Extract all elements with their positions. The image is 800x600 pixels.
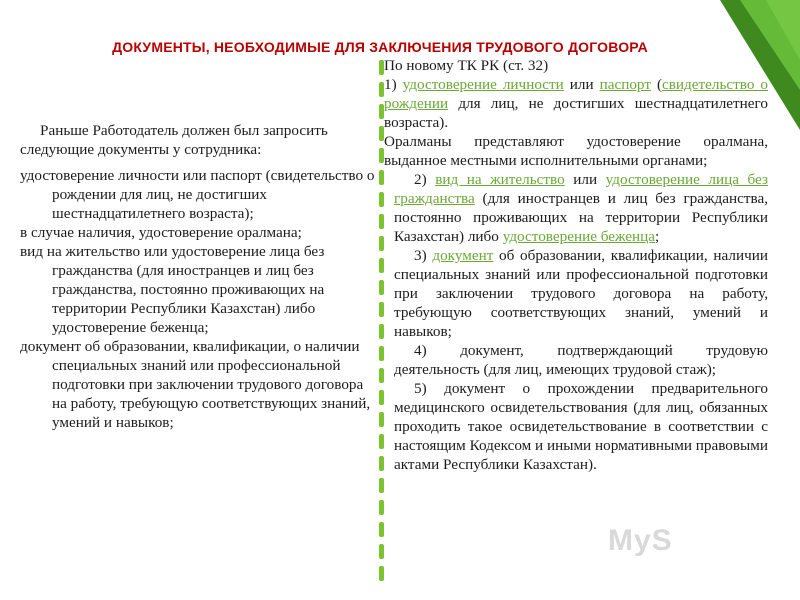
text: (для иностранцев и лиц без гражданства, постоянно проживающих на территории Республики Казахстан) либо [394,190,768,245]
link-identity-card[interactable]: удостоверение личности [402,76,564,93]
link-refugee-certificate[interactable]: удостоверение беженца [502,228,656,245]
text: 3) [414,247,433,264]
slide-title: ДОКУМЕНТЫ, НЕОБХОДИМЫЕ ДЛЯ ЗАКЛЮЧЕНИЯ ТРУДОВОГО ДОГОВОРА [112,39,648,55]
link-stateless-certificate[interactable]: удостоверение лица без гражданства [394,171,768,207]
link-passport[interactable]: паспорт [599,76,651,93]
text: или [563,76,600,93]
text: ; [655,228,660,245]
text: 2) [414,171,436,188]
watermark-logo: MyS [608,524,673,557]
right-paragraph-2 [384,170,768,246]
link-document[interactable]: документ [432,247,494,264]
left-item: в случае наличия, удостоверение оралмана; [20,224,302,241]
right-column [384,56,768,474]
border-dash [379,566,384,581]
text: или [564,171,606,188]
right-paragraph-5: 5) документ о прохождении предварительного медицинского освидетельствования (для лиц, обязанных проходить такое освидетельствование в соответствии с настоящим Кодексом и иными нормативными правовыми актами Республики Казахстан). [394,380,768,473]
link-birth-certificate[interactable]: свидетельство о рождении [384,76,768,112]
right-heading: По новому ТК РК (ст. 32) [384,57,549,74]
left-intro: Раньше Работодатель должен был запросить следующие документы у сотрудника: [20,122,328,158]
right-paragraph-4: 4) документ, подтверждающий трудовую деятельность (для лиц, имеющих трудовой стаж); [394,342,768,378]
text: ( [650,76,662,93]
right-paragraph-3 [384,246,768,341]
link-residence-permit[interactable]: вид на жительство [435,171,565,188]
left-item: документ об образовании, квалификации, о наличии специальных знаний или профессиональной подготовки при заключении трудового договора на работу, требующую соответствующих знаний, умений и навыков; [20,338,371,431]
border-dash [379,522,384,537]
text: об образовании, квалификации, наличии специальных знаний или профессиональной подготовки при заключении трудового договора на работу, требующую соответствующих знаний, умений и навыков; [394,247,768,340]
text: 1) [384,76,403,93]
right-paragraph-1 [384,75,768,132]
left-column [20,121,380,432]
border-dash [379,500,384,515]
border-dash [379,544,384,559]
border-dash [379,478,384,493]
left-item: вид на жительство или удостоверение лица без гражданства (для иностранцев и лиц без гражданства, постоянно проживающих на территории Республики Казахстан) либо удостоверение беженца; [20,243,325,336]
text: для лиц, не достигших шестнадцатилетнего возраста). [384,95,768,131]
left-item: удостоверение личности или паспорт (свидетельство о рождении для лиц, не достигших шестнадцатилетнего возраста); [20,167,375,222]
right-oralman-paragraph: Оралманы представляют удостоверение оралмана, выданное местными исполнительными органами; [384,133,768,169]
